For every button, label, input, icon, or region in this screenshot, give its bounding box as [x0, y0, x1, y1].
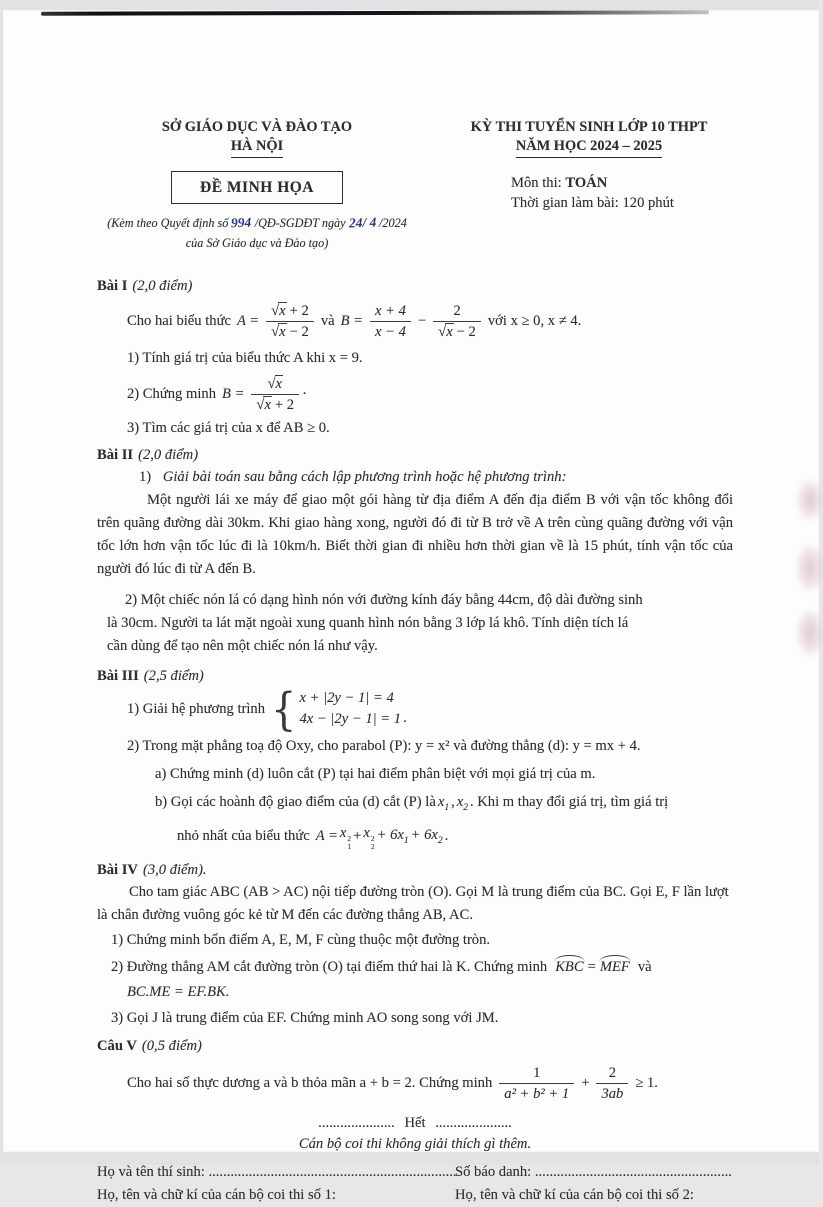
decision-note-line2: của Sở Giáo dục và Đào tạo) — [185, 235, 329, 250]
handwritten-decision-number: 994 — [231, 214, 252, 231]
term-6x2: + $6x_2$ — [410, 827, 443, 846]
bai2-item1-instruction: Giải bài toán sau bằng cách lập phương trình hoặc hệ phương trình: — [162, 469, 567, 486]
minus-sign: − — [417, 312, 427, 329]
exam-type-box-wrap — [97, 158, 417, 204]
plus-sign: + — [353, 827, 362, 844]
var-x2-squared: x 2 2 — [363, 824, 375, 851]
bai1-heading — [97, 276, 733, 298]
proctor2-label: Họ, tên và chữ kí của cán bộ coi thi số 2: — [455, 1187, 694, 1204]
bai3-heading — [97, 666, 733, 688]
system-equation-2: 4x − |2y − 1| = 1 — [299, 711, 402, 728]
sentence-dot: . — [403, 709, 407, 726]
var-x1-squared: x 2 1 — [339, 824, 352, 851]
candidate-number-label: Số báo danh: — [455, 1164, 532, 1181]
duration-line: Thời gian làm bài: 120 phút — [511, 195, 674, 212]
subject-line — [511, 173, 733, 193]
bai1-item2 — [127, 375, 733, 414]
section-bai4 — [97, 860, 733, 1031]
equation-system — [271, 683, 402, 736]
section-bai2 — [97, 445, 733, 657]
bai3-item2b-line1 — [155, 792, 733, 815]
bai1-title: Bài I — [97, 277, 128, 294]
bai4-item2-equation: BC.ME = EF.BK. — [127, 984, 230, 1001]
bai2-score: (2,0 điểm) — [138, 447, 199, 464]
system-brace: { — [271, 683, 297, 736]
fraction-B2: $\frac{2}{√x - 2}$ — [433, 302, 481, 341]
bai4-intro: Cho tam giác ABC (AB > AC) nội tiếp đường tròn (O). Gọi M là trung điểm của BC. Gọi E, F lần lượt là chân đường vuông góc kẻ từ M đến các đường thẳng AB, AC. — [97, 884, 729, 924]
bai4-title: Bài IV — [97, 861, 138, 878]
sentence-dot: . — [444, 827, 449, 844]
ink-bleed-mark — [797, 480, 823, 520]
fraction-A: $\frac{√x + 2}{√x - 2}$ — [266, 302, 314, 341]
handwritten-decision-date: 24/ 4 — [348, 214, 377, 231]
candidate-name-dots: .................................................................... — [208, 1164, 457, 1181]
conjunction: và — [320, 312, 335, 329]
radical-icon: √ — [267, 376, 276, 393]
plus-sign: + — [581, 1074, 590, 1091]
candidate-name-label: Họ và tên thí sinh: — [97, 1164, 205, 1181]
document-header — [97, 10, 733, 252]
proctor-signature-row — [97, 1185, 733, 1207]
expr-B-lhs: B = — [340, 312, 364, 329]
bai3-item2b-text: b) Gọi các hoành độ giao điểm của (d) cắt (P) là — [155, 794, 436, 811]
cau5-heading — [97, 1036, 733, 1058]
candidate-info-row — [97, 1162, 733, 1184]
bai4-heading — [97, 860, 733, 882]
issuing-department: SỞ GIÁO DỤC VÀ ĐÀO TẠO — [161, 119, 353, 135]
paper-page — [3, 10, 819, 1204]
end-label: Hết — [404, 1114, 426, 1131]
candidate-name-field — [97, 1162, 455, 1184]
item-number: 1) — [139, 469, 152, 486]
bai1-item2-text: 2) Chứng minh — [127, 385, 216, 402]
bai3-item1-text: 1) Giải hệ phương trình — [127, 700, 266, 717]
subject-name: TOÁN — [565, 175, 608, 192]
end-dots-right: ..................... — [435, 1114, 512, 1131]
system-equation-1: x + |2y − 1| = 4 — [299, 690, 394, 707]
arc-angle-KBC: KBC — [553, 957, 585, 979]
bai2-title: Bài II — [97, 447, 134, 464]
radical-icon: √ — [438, 323, 447, 340]
cau5-score: (0,5 điểm) — [141, 1038, 202, 1055]
decision-text-year: /2024 — [379, 216, 407, 231]
bai4-item3: 3) Gọi J là trung điểm của EF. Chứng minh AO song song với JM. — [111, 1010, 499, 1027]
candidate-number-field — [455, 1162, 733, 1184]
arc-angle-MEF: MEF — [598, 957, 632, 979]
bai1-intro-formula — [127, 302, 733, 341]
bai1-intro-text: Cho hai biểu thức — [127, 312, 231, 329]
cau5-title: Câu V — [97, 1038, 137, 1055]
document-content — [97, 10, 733, 1207]
issuing-city: HÀ NỘI — [97, 137, 417, 158]
section-cau5 — [97, 1036, 733, 1103]
bai3-score: (2,5 điểm) — [143, 667, 204, 684]
radical-icon: √ — [271, 302, 280, 319]
end-dots-left: ..................... — [318, 1114, 395, 1131]
exam-type-box: ĐỀ MINH HỌA — [171, 171, 343, 204]
var-x2: $x_2$ — [456, 793, 468, 813]
expr-A2-lhs: A = — [315, 827, 338, 844]
header-right-block — [445, 118, 733, 252]
domain-condition: với x ≥ 0, x ≠ 4. — [487, 312, 582, 329]
inequality-tail: ≥ 1. — [635, 1074, 658, 1091]
section-bai1 — [97, 276, 733, 440]
bai3-item2b-text3: nhỏ nhất của biểu thức — [177, 827, 310, 844]
candidate-number-dots: ...................................................... — [534, 1164, 732, 1181]
fraction-B-simplified: $\frac{√x}{√x + 2}$ — [251, 375, 299, 414]
equals-sign: = — [587, 958, 596, 975]
bai3-title: Bài III — [97, 667, 139, 684]
subject-label: Môn thi: — [511, 175, 562, 192]
subject-block — [445, 173, 733, 214]
bai3-item2b-line2 — [177, 823, 733, 851]
proctor1-label: Họ, tên và chữ kí của cán bộ coi thi số 1: — [97, 1187, 336, 1204]
ink-bleed-mark — [797, 610, 823, 656]
radical-icon: √ — [256, 397, 265, 414]
bai1-item3: 3) Tìm các giá trị của x để AB ≥ 0. — [127, 419, 330, 436]
bai4-item2 — [111, 957, 733, 979]
bai4-item2-text: 2) Đường thẳng AM cắt đường tròn (O) tại điểm thứ hai là K. Chứng minh — [111, 958, 548, 975]
bai1-score: (2,0 điểm) — [132, 277, 193, 294]
fraction-1: $\frac{1}{\text{a² + b² + 1}}$ — [499, 1064, 574, 1103]
end-divider — [97, 1113, 733, 1135]
expr-B2-lhs: B = — [222, 385, 245, 402]
sentence-dot: · — [302, 385, 307, 402]
comma: , — [451, 794, 455, 811]
bai4-item1: 1) Chứng minh bốn điểm A, E, M, F cùng thuộc một đường tròn. — [111, 931, 491, 948]
fraction-B1: $\frac{x + 4}{x - 4}$ — [370, 302, 411, 341]
bai2-problem2-text: 2) Một chiếc nón lá có dạng hình nón với đường kính đáy bằng 44cm, độ dài đường sinh là 30cm. Người ta lát mặt ngoài xung quanh hình nón bằng 3 lớp lá khô. Tính diện tích lá cần dùng để tạo nên một chiếc nón lá như vậy. — [107, 592, 643, 654]
proctor-note: Cán bộ coi thi không giải thích gì thêm. — [298, 1136, 532, 1153]
cau5-formula — [127, 1064, 733, 1103]
exam-year: NĂM HỌC 2024 – 2025 — [445, 137, 733, 158]
var-x1: $x_1$ — [437, 793, 450, 813]
term-6x1: + $6x_1$ — [376, 827, 409, 846]
fraction-2: $\frac{2}{3ab}$ — [596, 1064, 628, 1103]
bai3-item2a: a) Chứng minh (d) luôn cắt (P) tại hai điểm phân biệt với mọi giá trị của m. — [155, 765, 596, 782]
ink-bleed-mark — [797, 545, 823, 591]
bai2-heading — [97, 445, 733, 467]
exam-title: KỲ THI TUYỂN SINH LỚP 10 THPT — [470, 119, 708, 135]
decision-text-pre: (Kèm theo Quyết định số — [107, 216, 229, 231]
bai3-item1 — [127, 683, 733, 736]
expr-A-lhs: A = — [236, 312, 260, 329]
bai2-item1-label — [139, 467, 733, 489]
bai1-item1: 1) Tính giá trị của biểu thức A khi x = 9. — [127, 350, 363, 367]
bai3-item2: 2) Trong mặt phẳng toạ độ Oxy, cho parabol (P): y = x² và đường thẳng (d): y = mx + 4. — [127, 737, 641, 754]
radical-icon: √ — [271, 323, 280, 340]
bai2-problem1-text: Một người lái xe máy để giao một gói hàng từ địa điểm A đến địa điểm B với vận tốc không đổi trên quãng đường dài 30km. Khi giao hàng xong, người đó đi từ B trở về A trên cùng quãng đường với vận tốc lớn hơn vận tốc lúc đi là 10km/h. Biết thời gian đi nhiều hơn thời gian về là 15 phút, tính vận tốc của người đó lúc đi từ A đến B. — [97, 492, 733, 577]
section-bai3 — [97, 666, 733, 851]
bai4-score: (3,0 điểm). — [142, 861, 207, 878]
decision-text-mid: /QĐ-SGDĐT ngày — [254, 216, 346, 231]
decision-note — [97, 213, 417, 252]
bai3-item2b-text2: . Khi m thay đổi giá trị, tìm giá trị — [469, 794, 669, 811]
cau5-text: Cho hai số thực dương a và b thỏa mãn a + b = 2. Chứng minh — [127, 1074, 493, 1091]
bai4-item2-tail: và — [637, 958, 652, 975]
header-left-block — [97, 118, 417, 252]
